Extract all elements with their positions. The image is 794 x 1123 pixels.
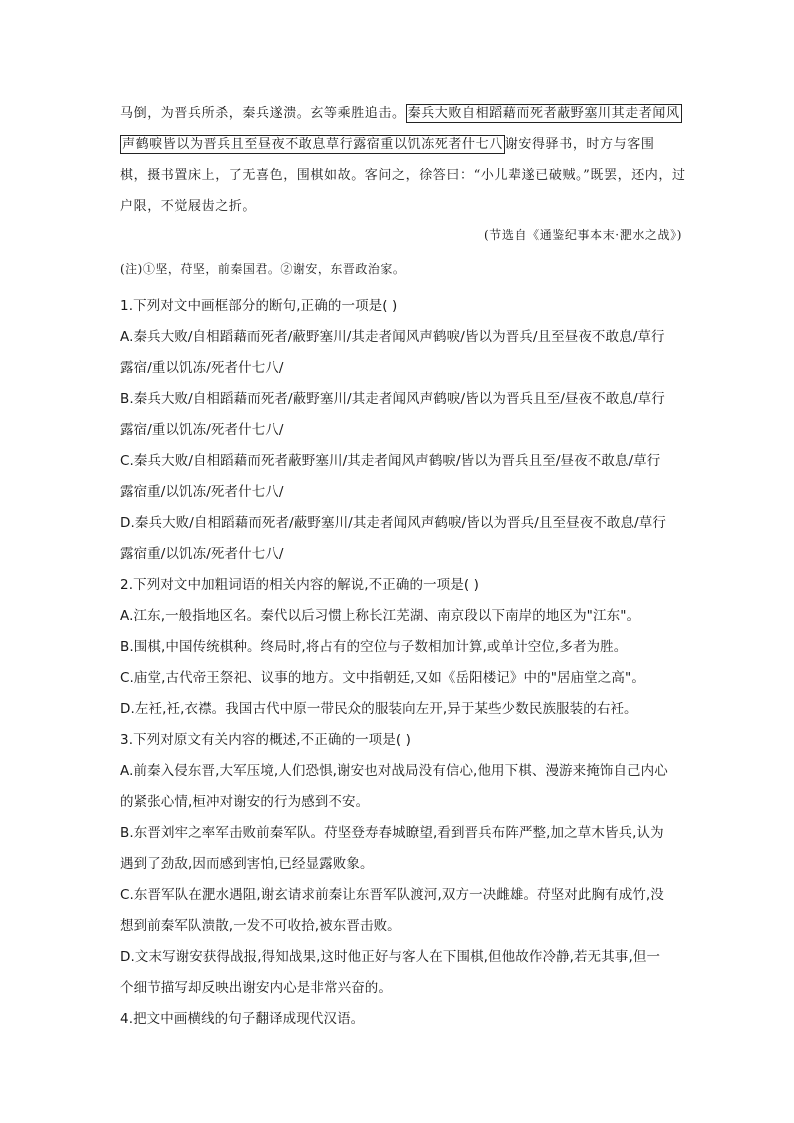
question-1-option-b-cont: 露宿/重以饥冻/死者什七八/ (120, 422, 284, 438)
question-1-option-d-cont: 露宿重/以饥冻/死者什七八/ (120, 546, 284, 562)
question-1-option-a: A.秦兵大败/自相蹈藉而死者/蔽野塞川/其走者闻风声鹤唳/皆以为晋兵/且至昼夜不敢息/草行 (120, 329, 665, 345)
question-1-option-b: B.秦兵大败/自相蹈藉而死者/蔽野塞川/其走者闻风声鹤唳/皆以为晋兵且至/昼夜不敢息/草行 (120, 391, 665, 407)
boxed-sentence-part-1: 秦兵大败自相蹈藉而死者蔽野塞川其走者闻风 (407, 106, 680, 121)
passage-source: (节选自《通鉴纪事本末·淝水之战》) (484, 228, 682, 242)
passage-line-1-plain: 马倒，为晋兵所杀，秦兵遂溃。玄等乘胜追击。 (120, 106, 406, 121)
question-2-option-c: C.庙堂,古代帝王祭祀、议事的地方。文中指朝廷,又如《岳阳楼记》中的"居庙堂之高"。 (120, 670, 645, 686)
question-3-option-b-cont: 遇到了劲敌,因而感到害怕,已经显露败象。 (120, 856, 374, 872)
question-3-option-d: D.文末写谢安获得战报,得知战果,这时他正好与客人在下围棋,但他故作冷静,若无其事,但一 (120, 949, 661, 965)
question-3-option-a: A.前秦入侵东晋,大军压境,人们恐惧,谢安也对战局没有信心,他用下棋、漫游来掩饰自己内心 (120, 763, 668, 779)
boxed-sentence-part-2: 声鹤唳皆以为晋兵且至昼夜不敢息草行露宿重以饥冻死者什七八 (122, 137, 503, 152)
question-4-stem: 4.把文中画横线的句子翻译成现代汉语。 (120, 1011, 365, 1027)
question-2-option-b: B.围棋,中国传统棋种。终局时,将占有的空位与子数相加计算,或单计空位,多者为胜。 (120, 639, 628, 655)
passage-line-2 (120, 129, 682, 160)
question-2-stem: 2.下列对文中加粗词语的相关内容的解说,不正确的一项是( ) (120, 577, 479, 593)
question-1-option-a-cont: 露宿/重以饥冻/死者什七八/ (120, 360, 284, 376)
passage-line-3: 棋，摄书置床上，了无喜色，围棋如故。客问之，徐答曰：“小儿辈遂已破贼。”既罢，还内，过 (120, 168, 686, 183)
question-3-stem: 3.下列对原文有关内容的概述,不正确的一项是( ) (120, 732, 411, 748)
passage-line-2-plain: 谢安得驿书，时方与客围 (504, 137, 655, 152)
question-3-option-a-cont: 的紧张心情,桓冲对谢安的行为感到不安。 (120, 794, 370, 810)
question-3-option-d-cont: 个细节描写却反映出谢安内心是非常兴奋的。 (120, 980, 392, 996)
question-1-option-d: D.秦兵大败/自相蹈藉而死者/蔽野塞川/其走者闻风声鹤唳/皆以为晋兵/且至昼夜不敢息/草行 (120, 515, 666, 531)
question-2-option-a: A.江东,一般指地区名。秦代以后习惯上称长江芜湖、南京段以下南岸的地区为"江东"。 (120, 608, 641, 624)
classical-passage (120, 98, 686, 222)
question-3-option-b: B.东晋刘牢之率军击败前秦军队。苻坚登寿春城瞭望,看到晋兵布阵严整,加之草木皆兵,认为 (120, 825, 664, 841)
question-1-stem: 1.下列对文中画框部分的断句,正确的一项是( ) (120, 298, 398, 314)
question-2-option-d: D.左衽,衽,衣襟。我国古代中原一带民众的服装向左开,异于某些少数民族服装的右衽。 (120, 701, 638, 717)
question-1-option-c: C.秦兵大败/自相蹈藉而死者蔽野塞川/其走者闻风声鹤唳/皆以为晋兵且至/昼夜不敢息/草行 (120, 453, 661, 469)
questions-section (120, 291, 680, 1035)
question-1-option-c-cont: 露宿重/以饥冻/死者什七八/ (120, 484, 284, 500)
question-3-option-c: C.东晋军队在淝水遇阻,谢玄请求前秦让东晋军队渡河,双方一决雌雄。苻坚对此胸有成竹,没 (120, 887, 664, 903)
passage-notes: (注)①坚，苻坚，前秦国君。②谢安，东晋政治家。 (120, 262, 406, 276)
question-3-option-c-cont: 想到前秦军队溃散,一发不可收拾,被东晋击败。 (120, 918, 401, 934)
passage-line-4: 户限，不觉屐齿之折。 (120, 199, 257, 214)
passage-line-1 (120, 98, 682, 129)
